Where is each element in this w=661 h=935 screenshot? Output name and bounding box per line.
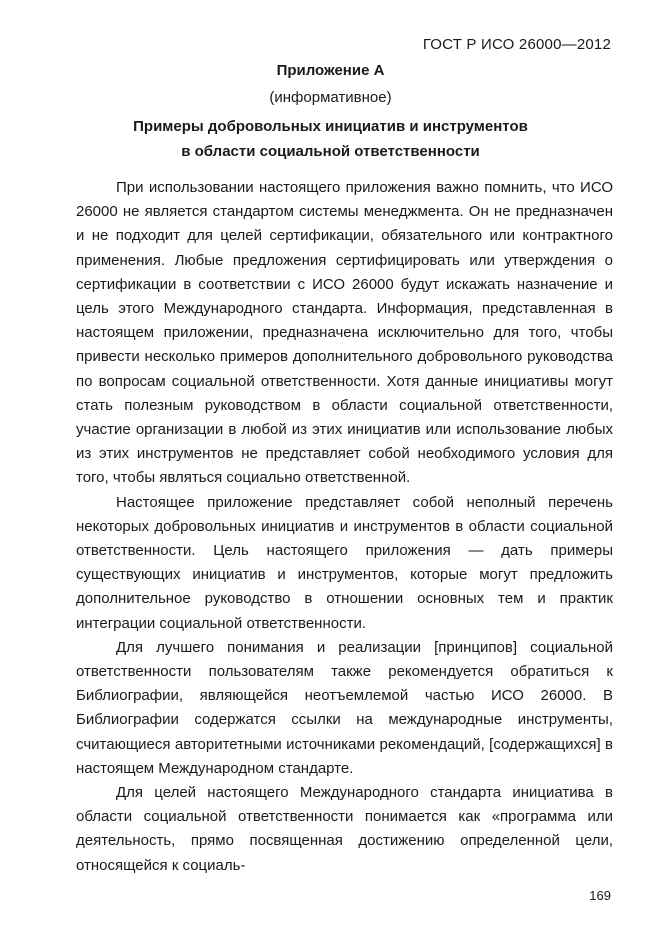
appendix-type: (информативное) (269, 89, 392, 106)
paragraph-2: Настоящее приложение представляет собой неполный перечень некоторых добровольных инициатив и инструментов в области социальной ответственности. Цель настоящего приложения — дать примеры существующих инициатив и инструментов, которые могут предложить дополнительное руководство в отношении основных тем и практик интеграции социальной ответственности. (76, 493, 613, 632)
paragraph-1: При использовании настоящего приложения важно помнить, что ИСО 26000 не является стандартом системы менеджмента. Он не предназначен и не подходит для целей сертификации, обязательного или контрактного применения. Любые предложения сертифицировать или утверждения о сертификации в соответствии с ИСО 26000 будут искажать назначение и цель этого Международного стандарта. Информация, представленная в настоящем приложении, предназначена исключительно для того, чтобы привести несколько примеров дополнительного добровольного руководства по вопросам социальной ответственности. Хотя данные инициативы могут стать полезным руководством в области социальной ответственности, участие организации в любой из этих инициатив или использование любых из этих инструментов не представляет собой необходимого условия для того, чтобы являться социально ответственной. (76, 179, 613, 487)
appendix-title: Приложение А (276, 62, 385, 79)
document-header-standard-code: ГОСТ Р ИСО 26000—2012 (422, 36, 611, 53)
section-heading-line-2: в области социальной ответственности (181, 143, 480, 160)
section-heading-line-1: Примеры добровольных инициатив и инструментов (133, 118, 528, 135)
paragraph-3: Для лучшего понимания и реализации [принципов] социальной ответственности пользователям также рекомендуется обратиться к Библиографии, являющейся неотъемлемой частью ИСО 26000. В Библиографии содержатся ссылки на международные инструменты, считающиеся авторитетными источниками рекомендаций, [содержащихся] в настоящем Международном стандарте. (76, 638, 613, 777)
body-text (76, 176, 613, 878)
paragraph-4: Для целей настоящего Международного стандарта инициатива в области социальной ответственности понимается как «программа или деятельность, прямо посвященная достижению определенной цели, относящейся к социаль- (76, 784, 613, 874)
page-number: 169 (589, 888, 611, 903)
section-heading (0, 114, 661, 164)
